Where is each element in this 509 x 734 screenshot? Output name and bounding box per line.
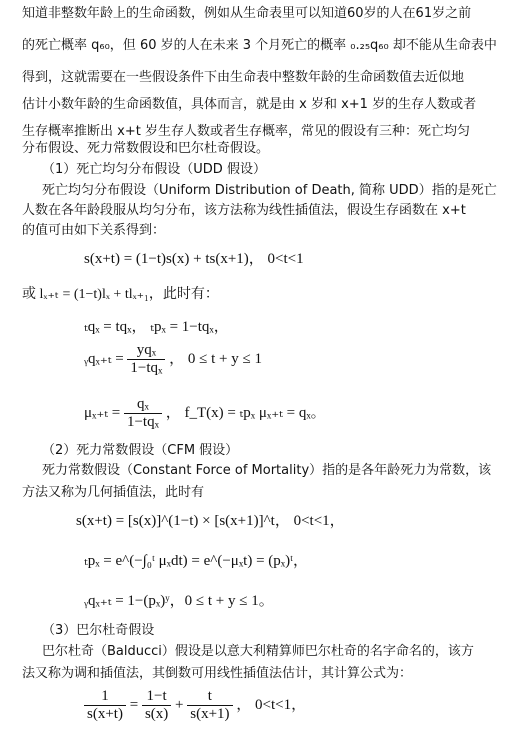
balducci-line1: 巴尔杜奇（Balducci）假设是以意大利精算师巴尔杜奇的名字命名的，该方	[42, 644, 474, 659]
para1-line6: 分布假设、死力常数假设和巴尔杜奇假设。	[22, 141, 270, 156]
cfm-equation-3: ᵧqₓ₊ₜ = 1−(pₓ)ʸ，0 ≤ t + y ≤ 1。	[84, 593, 274, 609]
udd-line3: 的值可由如下关系得到：	[22, 223, 166, 238]
para1-line1: 知道非整数年龄上的生命函数，例如从生命表里可以知道60岁的人在61岁之前	[22, 6, 472, 21]
balducci-mid-denominator: s(x)	[144, 706, 169, 722]
udd-eq3-left: ᵧqₓ₊ₜ =	[84, 350, 124, 367]
para1-line3: 得到，这就需要在一些假设条件下由生命表中整数年龄的生命函数值去近似地	[22, 70, 465, 85]
para1-line2: 的死亡概率 q₆₀，但 60 岁的人在未来 3 个月死亡的概率 ₀.₂₅q₆₀ 却不能从生命表中	[22, 38, 497, 53]
balducci-lhs-fraction	[84, 688, 126, 723]
udd-eq4-fraction	[124, 396, 162, 431]
balducci-lhs-numerator: 1	[84, 688, 126, 706]
udd-eq3-right: ， 0 ≤ t + y ≤ 1	[169, 350, 262, 367]
cfm-heading: （2）死力常数假设（CFM 假设）	[42, 443, 239, 458]
udd-line2: 人数在各年龄段服从均匀分布，该方法称为线性插值法，假设生存函数在 x+t	[22, 203, 466, 218]
udd-or-line: 或 lₓ₊ₜ = (1−t)lₓ + tlₓ₊₁，此时有：	[22, 287, 219, 302]
udd-equation-2: ₜqₓ = tqₓ， ₜpₓ = 1−tqₓ，	[84, 319, 229, 335]
udd-eq4-left: μₓ₊ₜ =	[84, 404, 121, 421]
udd-heading: （1）死亡均匀分布假设（UDD 假设）	[42, 162, 266, 177]
balducci-rhs-denominator: s(x+1)	[190, 706, 230, 722]
balducci-mid-numerator: 1−t	[142, 688, 171, 706]
udd-eq3-numerator: yqₓ	[127, 342, 165, 360]
cfm-equation-1: s(x+t) = [s(x)]^(1−t) × [s(x+1)]^t， 0<t<1，	[76, 513, 345, 529]
udd-eq3-denominator: 1−tqₓ	[130, 360, 163, 376]
balducci-rhs-fraction	[187, 688, 232, 723]
udd-eq4-right: ， f_T(x) = ₜpₓ μₓ₊ₜ = qₓ。	[165, 404, 326, 421]
udd-equation-3	[84, 342, 262, 377]
balducci-heading: （3）巴尔杜奇假设	[42, 623, 155, 638]
udd-line1: 死亡均匀分布假设（Uniform Distribution of Death, 简称 UDD）指的是死亡	[42, 183, 497, 198]
udd-eq3-fraction	[127, 342, 165, 377]
balducci-lhs-denominator: s(x+t)	[87, 706, 123, 722]
para1-line5: 生存概率推断出 x+t 岁生存人数或者生存概率，常见的假设有三种：死亡均匀	[22, 124, 470, 139]
balducci-plus: +	[175, 696, 184, 713]
udd-eq4-denominator: 1−tqₓ	[126, 414, 159, 430]
udd-equation-4	[84, 396, 326, 431]
balducci-tail: ， 0<t<1，	[236, 696, 307, 713]
para1-line4: 估计小数年龄的生命函数值，具体而言，就是由 x 岁和 x+1 岁的生存人数或者	[22, 97, 477, 112]
balducci-mid-fraction	[142, 688, 171, 723]
udd-equation-1: s(x+t) = (1−t)s(x) + ts(x+1)， 0<t<1	[84, 251, 304, 267]
cfm-line1: 死力常数假设（Constant Force of Mortality）指的是各年龄死力为常数，该	[42, 463, 492, 478]
cfm-equation-2: ₜpₓ = e^(−∫₀ᵗ μₓdt) = e^(−μₓt) = (pₓ)ᵗ，	[84, 553, 309, 569]
balducci-equation	[84, 688, 306, 723]
balducci-line2: 法又称为调和插值法，其倒数可用线性插值法估计，其计算公式为：	[22, 666, 413, 681]
balducci-rhs-numerator: t	[187, 688, 232, 706]
cfm-line2: 方法又称为几何插值法，此时有	[22, 485, 205, 500]
udd-eq4-numerator: qₓ	[124, 396, 162, 414]
balducci-equals: =	[129, 696, 139, 713]
